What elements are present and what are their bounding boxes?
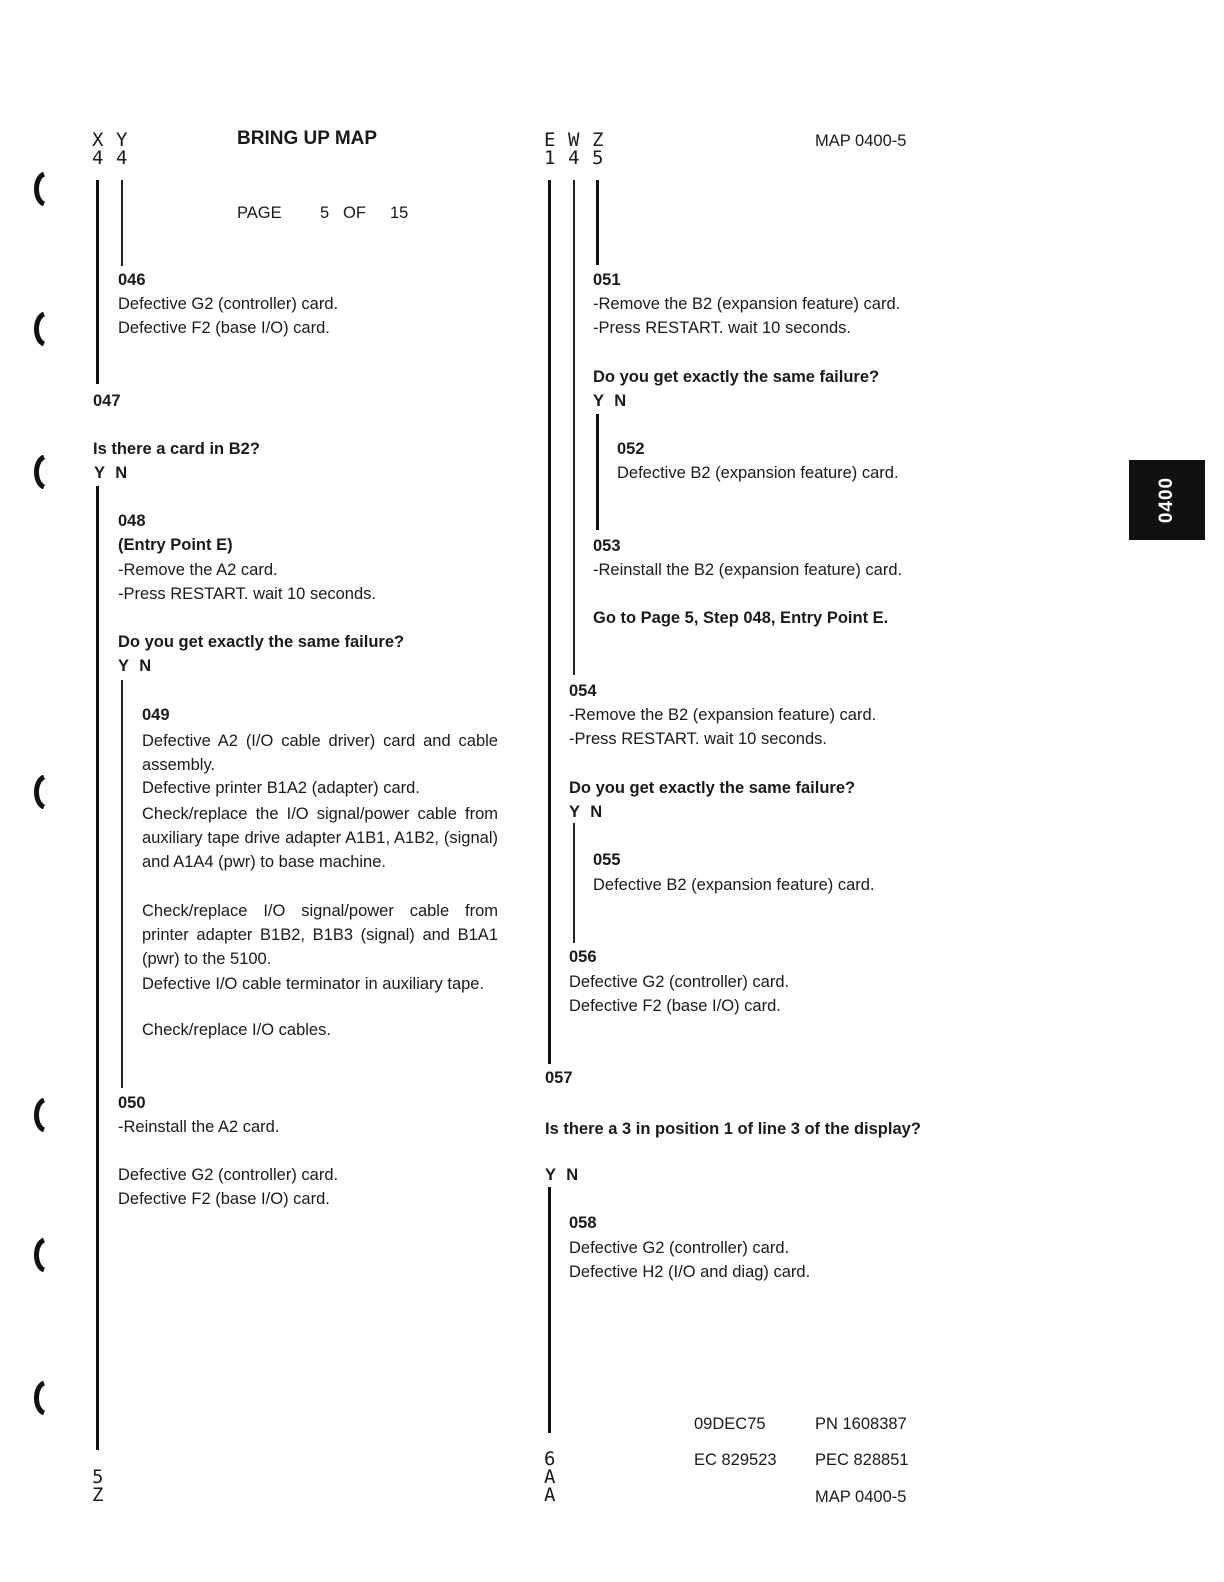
step-051-line: -Press RESTART. wait 10 seconds. (593, 319, 851, 337)
right-connector-letter-e: E (544, 129, 556, 151)
flow-line-057-yes (548, 1187, 551, 1433)
step-054-question: Do you get exactly the same failure? (569, 779, 856, 797)
binder-hole-mark (30, 1381, 50, 1415)
off-page-connector-page: 6 (544, 1448, 556, 1470)
flow-line-054-yes (573, 823, 575, 943)
map-id-header: MAP 0400-5 (815, 132, 907, 150)
step-056-line: Defective F2 (base I/O) card. (569, 997, 781, 1015)
step-054-yes-no: Y N (569, 803, 603, 821)
step-055-line: Defective B2 (expansion feature) card. (593, 876, 875, 894)
step-047-yes-no: Y N (94, 464, 128, 482)
right-connector-page-z: 5 (592, 147, 604, 169)
section-tab (1129, 460, 1205, 540)
step-057-question: Is there a 3 in position 1 of line 3 of the display? (545, 1120, 921, 1138)
step-049-line: Defective I/O cable terminator in auxiliary tape. (142, 975, 485, 993)
off-page-connector-letter: A (544, 1466, 556, 1488)
flow-line-047-yes (96, 486, 99, 1450)
binder-hole-mark (30, 172, 50, 206)
right-connector-letter-z: Z (592, 129, 604, 151)
step-058-number: 058 (569, 1214, 597, 1232)
step-054-line: -Press RESTART. wait 10 seconds. (569, 730, 827, 748)
step-048-line: -Remove the A2 card. (118, 561, 278, 579)
page-title: BRING UP MAP (237, 128, 378, 149)
flow-line-e (548, 180, 551, 1064)
step-048-question: Do you get exactly the same failure? (118, 633, 405, 651)
step-050-number: 050 (118, 1094, 146, 1112)
page-total: 15 (390, 204, 409, 222)
step-048-entry-point: (Entry Point E) (118, 536, 233, 554)
step-047-number: 047 (93, 392, 121, 410)
left-connector-letter-y: Y (116, 129, 128, 151)
left-connector-page-x: 4 (92, 147, 104, 169)
binder-hole-mark (30, 1238, 50, 1272)
left-connector-page-y: 4 (116, 147, 128, 169)
step-053-goto: Go to Page 5, Step 048, Entry Point E. (593, 609, 889, 627)
page-number: 5 (320, 204, 330, 222)
step-046-number: 046 (118, 271, 146, 289)
step-049-line: Check/replace the I/O signal/power cable from auxiliary tape drive adapter A1B1, A1B2, (signal) and A1A4 (pwr) to base machine. (142, 805, 498, 872)
step-046-line: Defective G2 (controller) card. (118, 295, 339, 313)
left-connector-letter-x: X (92, 129, 104, 151)
binder-hole-mark (30, 455, 50, 489)
step-057-number: 057 (545, 1069, 573, 1087)
flow-line-y (121, 180, 123, 266)
step-051-yes-no: Y N (593, 392, 627, 410)
step-054-number: 054 (569, 682, 597, 700)
footer-pec-number: PEC 828851 (815, 1451, 909, 1469)
step-053-line: -Reinstall the B2 (expansion feature) card. (593, 561, 903, 579)
footer-part-number: PN 1608387 (815, 1415, 907, 1433)
step-053-number: 053 (593, 537, 621, 555)
step-049-line: Defective A2 (I/O cable driver) card and cable assembly. (142, 732, 498, 775)
off-page-connector-letter: A (544, 1484, 556, 1506)
step-050-line: Defective G2 (controller) card. (118, 1166, 339, 1184)
flow-line-w (573, 180, 575, 675)
step-057-yes-no: Y N (545, 1166, 579, 1184)
step-052-line: Defective B2 (expansion feature) card. (617, 464, 899, 482)
step-048-number: 048 (118, 512, 146, 530)
step-051-number: 051 (593, 271, 621, 289)
binder-hole-mark (30, 1098, 50, 1132)
page-label: PAGE (237, 204, 282, 222)
flow-line-051-yes (596, 414, 599, 530)
step-056-number: 056 (569, 948, 597, 966)
footer-ec-number: EC 829523 (694, 1451, 777, 1469)
flow-line-z (596, 180, 599, 265)
step-058-line: Defective H2 (I/O and diag) card. (569, 1263, 811, 1281)
footer-map-id: MAP 0400-5 (815, 1488, 907, 1506)
step-047-question: Is there a card in B2? (93, 440, 260, 458)
section-tab-label: 0400 (1156, 476, 1177, 524)
right-connector-page-e: 1 (544, 147, 556, 169)
flow-line-x (96, 180, 99, 384)
step-049-line: Defective printer B1A2 (adapter) card. (142, 779, 420, 797)
step-048-yes-no: Y N (118, 657, 152, 675)
footer-date: 09DEC75 (694, 1415, 766, 1433)
step-058-line: Defective G2 (controller) card. (569, 1239, 790, 1257)
binder-hole-mark (30, 775, 50, 809)
off-page-connector-page: 5 (92, 1466, 104, 1488)
step-056-line: Defective G2 (controller) card. (569, 973, 790, 991)
step-049-line: Check/replace I/O cables. (142, 1021, 331, 1039)
step-049-line: Check/replace I/O signal/power cable from printer adapter B1B2, B1B3 (signal) and B1A1 (pwr) to the 5100. (142, 902, 498, 969)
binder-hole-mark (30, 312, 50, 346)
step-050-line: Defective F2 (base I/O) card. (118, 1190, 330, 1208)
step-050-line: -Reinstall the A2 card. (118, 1118, 280, 1136)
step-046-line: Defective F2 (base I/O) card. (118, 319, 330, 337)
step-049-number: 049 (142, 706, 170, 724)
right-connector-letter-w: W (568, 129, 580, 151)
step-054-line: -Remove the B2 (expansion feature) card. (569, 706, 877, 724)
step-052-number: 052 (617, 440, 645, 458)
step-048-line: -Press RESTART. wait 10 seconds. (118, 585, 376, 603)
flow-line-048-yes (121, 680, 123, 1088)
page-of: OF (343, 204, 366, 222)
right-connector-page-w: 4 (568, 147, 580, 169)
step-051-question: Do you get exactly the same failure? (593, 368, 880, 386)
step-051-line: -Remove the B2 (expansion feature) card. (593, 295, 901, 313)
off-page-connector-letter: Z (92, 1484, 104, 1506)
step-055-number: 055 (593, 851, 621, 869)
